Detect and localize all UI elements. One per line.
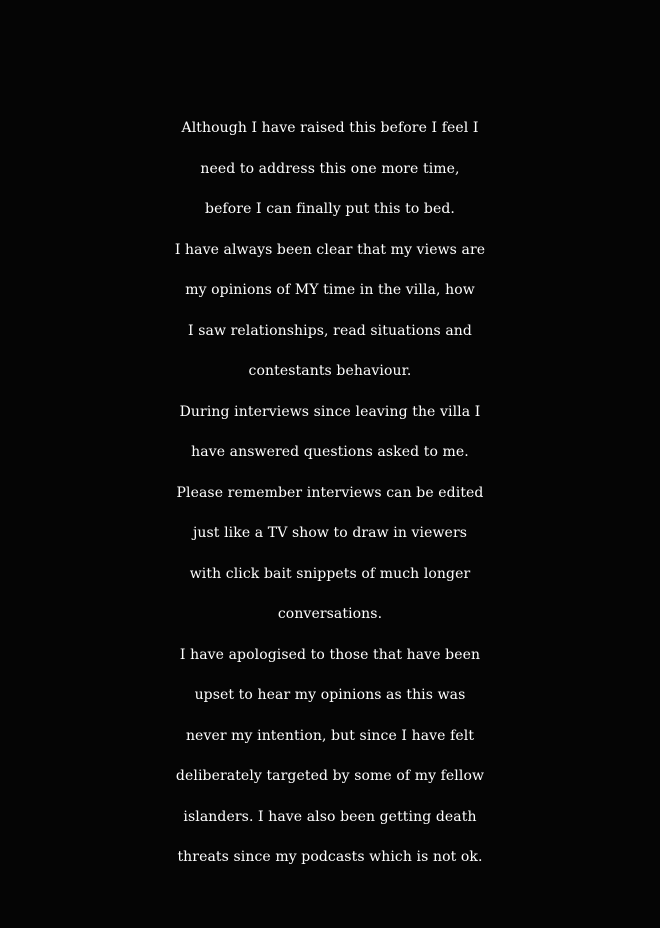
statement-line: never my intention, but since I have felt [185,727,475,744]
statement-line: contestants behaviour. [248,363,412,379]
statement-line: I have apologised to those that have been [179,646,481,663]
statement-line: need to address this one more time, [200,160,460,177]
statement-line: deliberately targeted by some of my fellow [175,768,485,784]
statement-line: threats since my podcasts which is not ok. [177,849,483,865]
statement-line: just like a TV show to draw in viewers [192,525,468,541]
statement-line: have answered questions asked to me. [191,444,469,460]
statement-line: Please remember interviews can be edited [176,484,484,501]
statement-line: before I can finally put this to bed. [205,201,455,217]
statement-line: conversations. [277,606,383,622]
statement-line: I saw relationships, read situations and [188,322,472,339]
statement-line: Although I have raised this before I feel I [181,120,479,136]
statement-line: my opinions of MY time in the villa, how [185,282,475,298]
statement-text [0,108,660,878]
statement-line: During interviews since leaving the villa I [179,403,481,420]
statement-line: I have always been clear that my views are [174,241,486,258]
statement-line: upset to hear my opinions as this was [194,687,466,703]
statement-line: with click bait snippets of much longer [189,565,471,582]
statement-line: islanders. I have also been getting death [183,808,477,825]
